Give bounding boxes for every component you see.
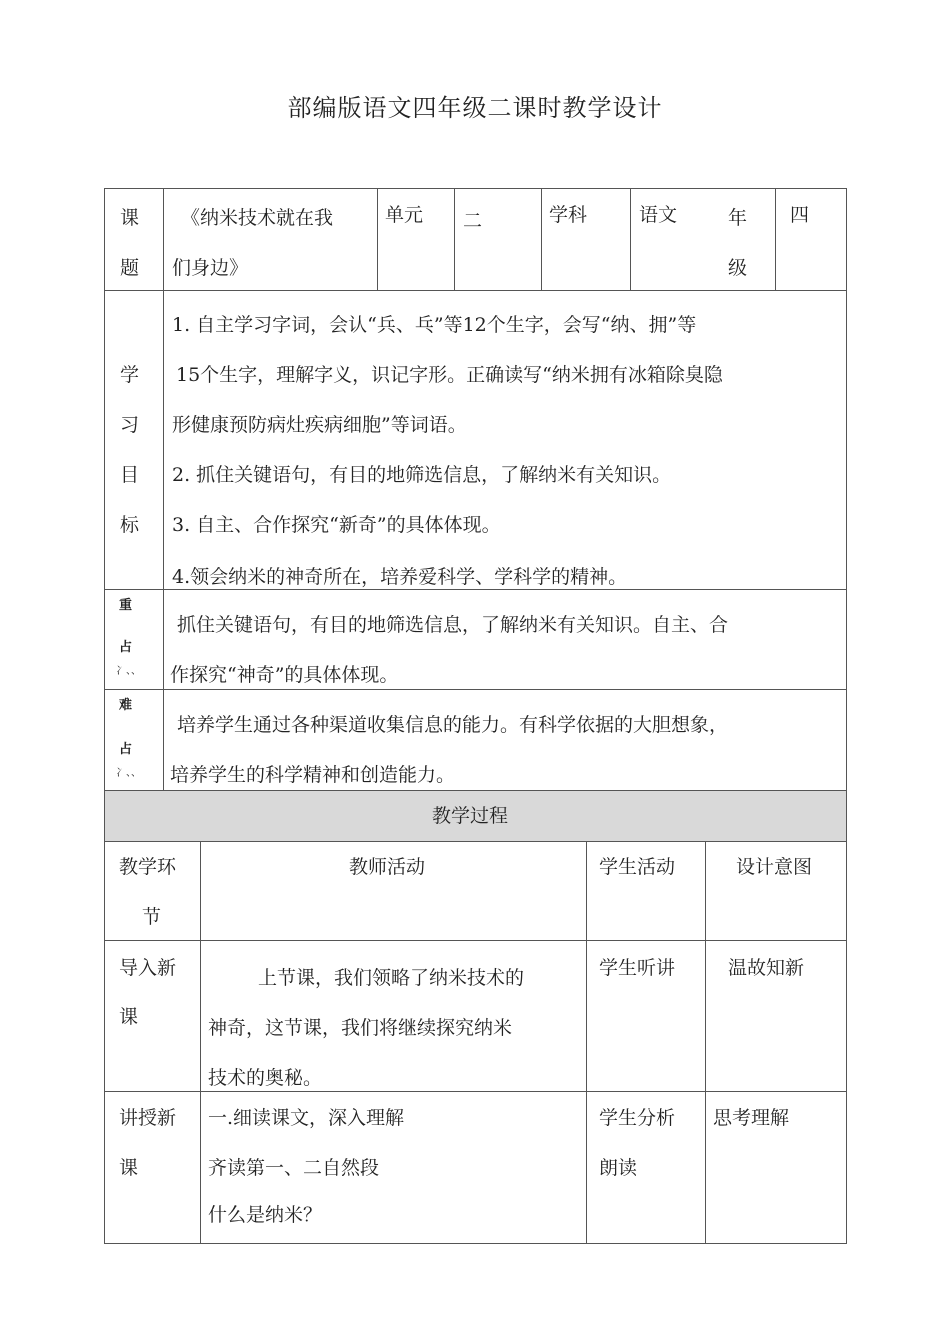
unit-value: 二 xyxy=(463,210,483,232)
lesson-label-1: 课 xyxy=(120,207,140,229)
row2-intent: 思考理解 xyxy=(713,1107,790,1129)
row2-stage-line-2: 课 xyxy=(119,1157,139,1179)
row1-intent: 温故知新 xyxy=(728,957,805,979)
difficulties-label-marks: 冫、、 xyxy=(116,768,141,779)
row2-stage-line-1: 讲授新 xyxy=(119,1107,177,1129)
row1-teacher-line-2: 神奇，这节课，我们将继续探究纳米 xyxy=(208,1017,513,1039)
page-title: 部编版语文四年级二课时教学设计 xyxy=(287,94,663,122)
col-intent: 设计意图 xyxy=(736,856,813,878)
grade-value: 四 xyxy=(790,204,810,226)
unit-value-cell xyxy=(454,188,542,291)
objectives-label-1: 学 xyxy=(120,364,140,386)
objective-line-3: 形健康预防病灶疾病细胞”等词语。 xyxy=(172,414,467,436)
col-stage-line-1: 教学环 xyxy=(119,856,177,878)
row1-stage-line-2: 课 xyxy=(119,1006,139,1028)
objective-line-5: 3. 自主、合作探究“新奇”的具体体现。 xyxy=(172,514,501,536)
grade-label-1: 年 xyxy=(728,207,748,229)
objective-line-4: 2. 抓住关键语句，有目的地筛选信息，了解纳米有关知识。 xyxy=(172,464,672,486)
key-points-line-2: 作探究“神奇”的具体体现。 xyxy=(170,664,399,686)
row2-teacher-line-3: 什么是纳米？ xyxy=(208,1204,323,1226)
objective-line-6: 4.领会纳米的神奇所在，培养爱科学、学科学的精神。 xyxy=(172,566,628,588)
key-points-label-1: 重 xyxy=(119,598,133,613)
objectives-label-3: 目 xyxy=(120,464,140,486)
difficulties-label-1: 难 xyxy=(119,698,133,713)
col-stage-line-2: 节 xyxy=(142,906,162,928)
grade-label-2: 级 xyxy=(728,257,748,279)
row2-student-line-2: 朗读 xyxy=(599,1157,638,1179)
unit-label: 单元 xyxy=(385,204,424,226)
objectives-label-2: 习 xyxy=(120,414,140,436)
difficulties-line-1: 培养学生通过各种渠道收集信息的能力。有科学依据的大胆想象， xyxy=(177,714,729,736)
difficulties-label-2: 占 xyxy=(119,742,133,757)
process-header: 教学过程 xyxy=(432,805,509,827)
objectives-label-cell xyxy=(104,290,164,590)
key-points-label-2: 占 xyxy=(119,640,133,655)
objectives-label-4: 标 xyxy=(120,514,140,536)
subject-label: 学科 xyxy=(549,204,588,226)
row2-teacher-line-1: 一.细读课文，深入理解 xyxy=(208,1107,405,1129)
row1-teacher-line-1: 上节课，我们领略了纳米技术的 xyxy=(258,967,525,989)
key-points-line-1: 抓住关键语句，有目的地筛选信息，了解纳米有关知识。自主、合 xyxy=(177,614,729,636)
subject-value: 语文 xyxy=(639,204,678,226)
objective-line-1: 1. 自主学习字词，会认“兵、乓”等12个生字，会写“纳、拥”等 xyxy=(172,314,697,336)
objective-line-2: 15个生字，理解字义，识记字形。正确读写“纳米拥有冰箱除臭隐 xyxy=(176,364,723,386)
row1-teacher-line-3: 技术的奥秘。 xyxy=(208,1067,323,1089)
col-teacher: 教师活动 xyxy=(349,856,426,878)
row1-student: 学生听讲 xyxy=(599,957,676,979)
row2-student-line-1: 学生分析 xyxy=(599,1107,676,1129)
row2-teacher-line-2: 齐读第一、二自然段 xyxy=(208,1157,380,1179)
difficulties-line-2: 培养学生的科学精神和创造能力。 xyxy=(170,764,456,786)
grade-value-cell xyxy=(775,188,847,291)
col-student: 学生活动 xyxy=(599,856,676,878)
lesson-title-line-2: 们身边》 xyxy=(172,257,249,279)
row1-stage-line-1: 导入新 xyxy=(119,957,177,979)
lesson-title-line-1: 《纳米技术就在我 xyxy=(181,207,334,229)
key-points-label-marks: 冫、、 xyxy=(116,666,141,677)
lesson-label-2: 题 xyxy=(120,257,140,279)
